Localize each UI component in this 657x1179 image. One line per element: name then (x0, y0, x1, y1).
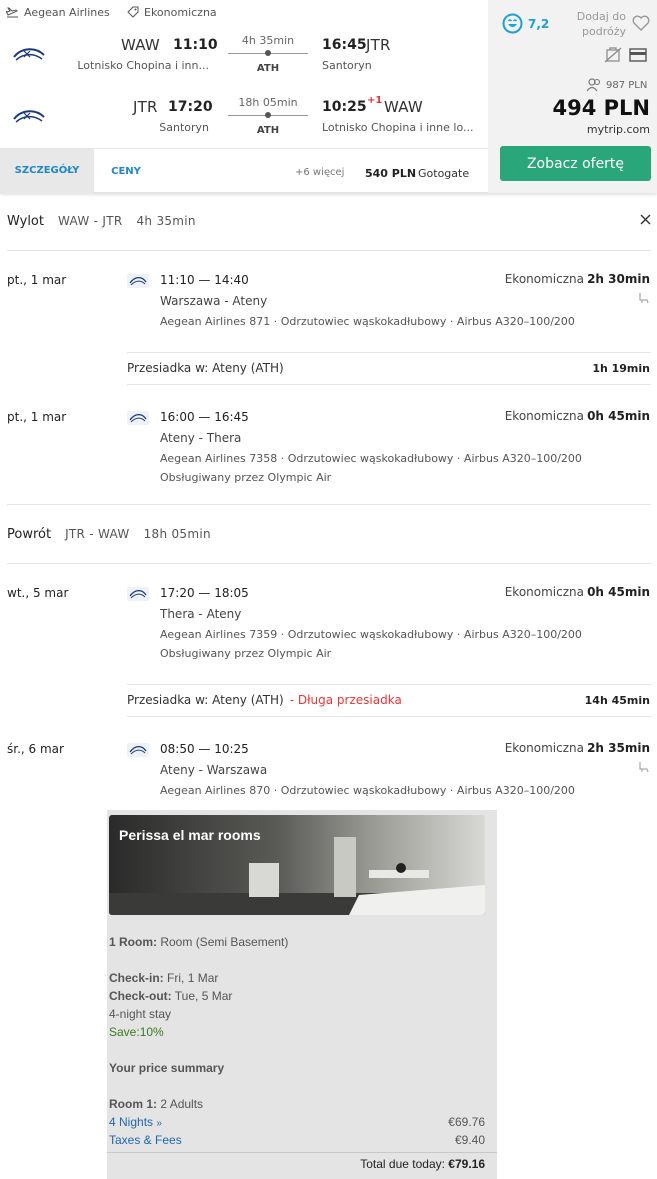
segment-date: wt., 5 mar (7, 586, 69, 600)
checkout-value: Tue, 5 Mar (174, 989, 233, 1003)
aegean-logo-icon (127, 743, 149, 757)
divider (7, 250, 651, 251)
no-bag-icon (604, 47, 622, 63)
segment-operator: Obsługiwany przez Olympic Air (160, 471, 332, 484)
segment-date: śr., 6 mar (7, 742, 64, 756)
outbound-from-code: WAW (121, 36, 160, 54)
chevron-down-icon: » (156, 1118, 162, 1129)
cabin-class: Ekonomiczna (144, 6, 217, 19)
segment-cabin: Ekonomiczna (504, 741, 584, 755)
layover-duration: 14h 45min (584, 694, 650, 707)
layover-text: Przesiadka w: Ateny (ATH) (127, 361, 284, 375)
guests-value: 2 Adults (160, 1097, 204, 1111)
seat-icon (638, 761, 650, 773)
outbound-label: Wylot (7, 214, 44, 229)
alt-price[interactable]: 540 PLN (365, 167, 417, 180)
divider (127, 384, 651, 385)
inbound-label: Powrót (7, 527, 52, 542)
outbound-stop-code: ATH (256, 63, 280, 74)
nights-link[interactable] (109, 1115, 162, 1129)
segment-cities: Ateny - Thera (160, 431, 242, 445)
divider (107, 1152, 497, 1153)
outbound-total-duration: 4h 35min (136, 214, 196, 228)
segment-operator: Obsługiwany przez Olympic Air (160, 647, 332, 660)
inbound-stop-dot (265, 112, 271, 118)
segment-times: 11:10 — 14:40 (160, 273, 249, 287)
day-offset-badge: +1 (367, 95, 383, 106)
inbound-route: JTR - WAW (65, 527, 130, 541)
room-line (109, 935, 288, 949)
inbound-to-airport: Lotnisko Chopina i inne lo... (322, 121, 474, 134)
heart-icon[interactable] (632, 15, 650, 31)
segment-duration: 0h 45min (587, 409, 650, 423)
layover-text (127, 693, 402, 707)
aegean-logo-icon (127, 274, 149, 288)
total-line (109, 1157, 485, 1171)
checkin-value: Fri, 1 Mar (167, 971, 219, 985)
segment-info: Aegean Airlines 7359 · Odrzutowiec wąskokadłubowy · Airbus A320–100/200 (160, 628, 582, 641)
save-value: 10% (139, 1025, 164, 1039)
long-layover-warning: - Długa przesiadka (289, 693, 402, 707)
inbound-dep-time: 17:20 (168, 99, 213, 115)
nights-label: 4 Nights (109, 1115, 154, 1129)
segment-cities: Ateny - Warszawa (160, 763, 268, 777)
segment-cities: Warszawa - Ateny (160, 294, 268, 308)
inbound-stop-code: ATH (256, 125, 280, 136)
layover-airport: Przesiadka w: Ateny (ATH) (127, 693, 284, 707)
segment-cabin: Ekonomiczna (504, 409, 584, 423)
segment-cities: Thera - Ateny (160, 607, 242, 621)
segment-duration: 0h 45min (587, 585, 650, 599)
people-icon (586, 78, 602, 92)
segment-cabin: Ekonomiczna (504, 272, 584, 286)
result-tabbar (0, 148, 488, 193)
room-label: 1 Room: (109, 935, 157, 949)
taxes-price: €9.40 (454, 1133, 485, 1147)
add-to-trip-label[interactable]: Dodaj do podróży (576, 10, 626, 38)
checkout-label: Check-out: (109, 989, 172, 1003)
inbound-to-code: WAW (384, 98, 423, 116)
aegean-logo-icon (12, 45, 46, 63)
divider (7, 563, 651, 564)
total-value: €79.16 (448, 1157, 485, 1171)
aegean-logo-icon (127, 411, 149, 425)
airline-meta (6, 6, 110, 19)
aegean-logo-icon (12, 107, 46, 125)
segment-info: Aegean Airlines 870 · Odrzutowiec wąskokadłubowy · Airbus A320–100/200 (160, 784, 575, 797)
tab-prices[interactable]: CENY (111, 166, 141, 177)
outbound-section-header (7, 214, 196, 229)
room-value: Room (Semi Basement) (160, 935, 289, 949)
nights-price: €69.76 (448, 1115, 485, 1129)
save-line (109, 1025, 164, 1039)
outbound-duration: 4h 35min (241, 34, 295, 47)
tag-icon (127, 6, 140, 19)
outbound-dep-time: 11:10 (173, 37, 218, 53)
view-offer-button[interactable]: Zobacz ofertę (500, 146, 651, 181)
divider (127, 716, 651, 717)
segment-date: pt., 1 mar (7, 273, 67, 287)
main-provider: mytrip.com (586, 123, 650, 136)
save-label: Save: (109, 1025, 140, 1039)
outbound-stop-dot (265, 50, 271, 56)
segment-date: pt., 1 mar (7, 410, 67, 424)
guests-line (109, 1097, 203, 1111)
segment-info: Aegean Airlines 7358 · Odrzutowiec wąskokadłubowy · Airbus A320–100/200 (160, 452, 582, 465)
stay-length: 4-night stay (109, 1007, 172, 1021)
inbound-arr-time: 10:25 (322, 99, 367, 115)
more-offers-link[interactable]: +6 więcej (295, 167, 345, 178)
hotel-name[interactable]: Perissa el mar rooms (119, 827, 261, 843)
segment-times: 16:00 — 16:45 (160, 410, 249, 424)
tab-details[interactable]: SZCZEGÓŁY (0, 149, 94, 194)
close-icon[interactable] (640, 214, 651, 225)
taxes-link[interactable]: Taxes & Fees (109, 1133, 182, 1147)
airline-name: Aegean Airlines (24, 6, 110, 19)
flight-result-card (0, 0, 657, 193)
outbound-route: WAW - JTR (57, 214, 123, 228)
segment-times: 17:20 — 18:05 (160, 586, 249, 600)
divider (127, 352, 651, 353)
segment-duration: 2h 35min (587, 741, 650, 755)
card-icon (629, 48, 647, 62)
divider (127, 684, 651, 685)
inbound-total-duration: 18h 05min (143, 527, 211, 541)
segment-duration: 2h 30min (587, 272, 650, 286)
segment-cabin: Ekonomiczna (504, 585, 584, 599)
inbound-from-code: JTR (133, 98, 158, 116)
inbound-duration: 18h 05min (238, 96, 298, 109)
score-value: 7,2 (528, 17, 550, 31)
total-label: Total due today: (360, 1157, 445, 1171)
alt-provider[interactable]: Gotogate (418, 167, 470, 180)
seats-info: 987 PLN (606, 80, 648, 91)
plane-icon (6, 6, 19, 19)
happy-face-icon (502, 13, 523, 34)
outbound-from-airport: Lotnisko Chopina i inn... (77, 59, 209, 72)
checkout-line (109, 989, 232, 1003)
outbound-arr-time: 16:45 (322, 37, 367, 53)
checkin-label: Check-in: (109, 971, 164, 985)
hotel-offer-panel (107, 810, 497, 1179)
guests-label: Room 1: (109, 1097, 157, 1111)
divider (7, 504, 651, 505)
layover-duration: 1h 19min (592, 362, 650, 375)
price-summary-title: Your price summary (109, 1061, 225, 1075)
cabin-meta (127, 6, 217, 19)
seat-icon (638, 292, 650, 304)
segment-times: 08:50 — 10:25 (160, 742, 249, 756)
segment-info: Aegean Airlines 871 · Odrzutowiec wąskokadłubowy · Airbus A320–100/200 (160, 315, 575, 328)
inbound-from-airport: Santoryn (159, 121, 209, 134)
outbound-to-airport: Santoryn (322, 59, 372, 72)
checkin-line (109, 971, 218, 985)
outbound-to-code: JTR (366, 36, 391, 54)
inbound-section-header (7, 527, 211, 542)
main-price: 494 PLN (552, 96, 650, 120)
aegean-logo-icon (127, 587, 149, 601)
